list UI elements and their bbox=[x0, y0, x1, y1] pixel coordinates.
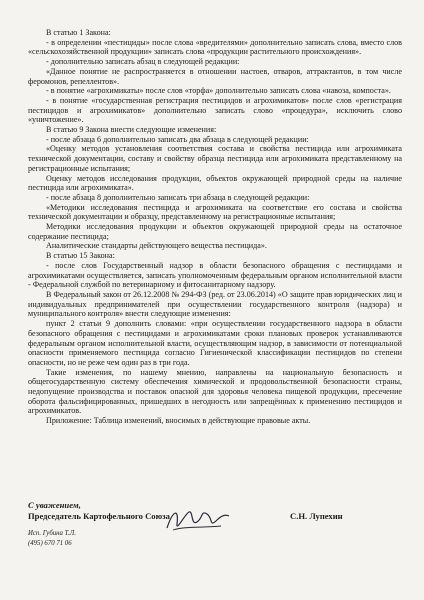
paragraph: - в определении «пестициды» после слова «вредителями» дополнительно записать слова, вместо слов «сельскохозяйственной продукции» записать слова «продукции растительного происхождения». bbox=[28, 37, 402, 57]
paragraph: Такие изменения, по нашему мнению, направлены на национальную безопасность и общегосударственную систему обеспечения химической и продовольственной безопасности страны, недопущение производства и поставок опасной для здоровья человека пищевой продукции, пресечение оборота фальсифицированных, пришедших в негодность или запрещённых к применению пестицидов и агрохимикатов. bbox=[28, 367, 402, 416]
paragraph: - в понятие «государственная регистрация пестицидов и агрохимикатов» после слов «регистрация пестицидов и агрохимикатов» дополнительно записать слово «процедура», исключить слово «уничтожение». bbox=[28, 95, 402, 125]
paragraph: - после абзаца 6 дополнительно записать два абзаца в следующей редакции: bbox=[46, 134, 309, 144]
paragraph: «Данное понятие не распространяется в отношении настоев, отваров, аттрактантов, в том числе феромонов, репеллентов». bbox=[28, 66, 402, 86]
paragraph: - после абзаца 8 дополнительно записать три абзаца в следующей редакции: bbox=[46, 192, 310, 202]
paragraph: Оценку методов исследования продукции, объектов окружающей природной среды на наличие пестицида или агрохимиката». bbox=[28, 173, 402, 193]
paragraph: В статью 1 Закона: bbox=[46, 28, 111, 37]
paragraph: В статью 15 Закона: bbox=[46, 251, 115, 261]
paragraph: В Федеральный закон от 26.12.2008 № 294-ФЗ (ред. от 23.06.2014) «О защите прав юридических лиц и индивидуальных предпринимателей при осуществлении государственного контроля (надзора) и муниципального контроля» внести следующие изменения: bbox=[28, 289, 402, 319]
handwritten-signature bbox=[163, 504, 233, 536]
paragraph: Методики исследования продукции и объектов окружающей природной среды на остаточное содержание пестицида; bbox=[28, 222, 402, 241]
document-body bbox=[28, 28, 402, 426]
signatory-name: С.Н. Лупехин bbox=[290, 511, 343, 521]
paragraph: пункт 2 статьи 9 дополнить словами: «при осуществлении государственного надзора в области безопасного обращения с пестицидами и агрохимикатами сроки плановых проверок устанавливаются федеральным органом исполнительной власти, осуществляющим надзор, в зависимости от потенциальной опасности применяемого пестицида согласно Гигиенической классификации пестицидов по степени опасности, но не реже чем один раз в три года. bbox=[28, 319, 402, 367]
paragraph: Аналитические стандарты действующего вещества пестицида». bbox=[46, 241, 267, 251]
paragraph: «Методики исследования пестицида и агрохимиката на соответствие его состава и свойства технической документации и образцу, представленному на регистрационные испытания; bbox=[28, 202, 402, 222]
closing-greeting: С уважением, bbox=[28, 500, 81, 510]
paragraph: «Оценку методов установления соответствия состава и свойства пестицида или агрохимиката технической документации, составу и свойству образца пестицида или агрохимиката представленному на регистрационные испытания; bbox=[28, 144, 402, 173]
paragraph: - дополнительно записать абзац в следующей редакции: bbox=[46, 57, 240, 67]
signatory-title: Председатель Картофельного Союза bbox=[28, 511, 170, 521]
paragraph: - в понятие «агрохимикаты» после слов «торфа» дополнительно записать слова «навоза, компоста». bbox=[46, 86, 391, 96]
attachment-note: Приложение: Таблица изменений, вносимых в действующие правовые акты. bbox=[46, 416, 311, 426]
paragraph: - после слов Государственный надзор в области безопасного обращения с пестицидами и агрохимикатами осуществляется, записать уполномоченным федеральным органом исполнительной власти - Федеральной службой по ветеринарному и фитосанитарному надзору. bbox=[28, 260, 402, 290]
executor-phone: (495) 670 71 06 bbox=[28, 540, 72, 547]
signature-block bbox=[28, 500, 408, 590]
executor-name: Исп. Губина Т.Л. bbox=[28, 530, 76, 537]
paragraph: В статью 9 Закона внести следующие изменения: bbox=[46, 125, 217, 135]
